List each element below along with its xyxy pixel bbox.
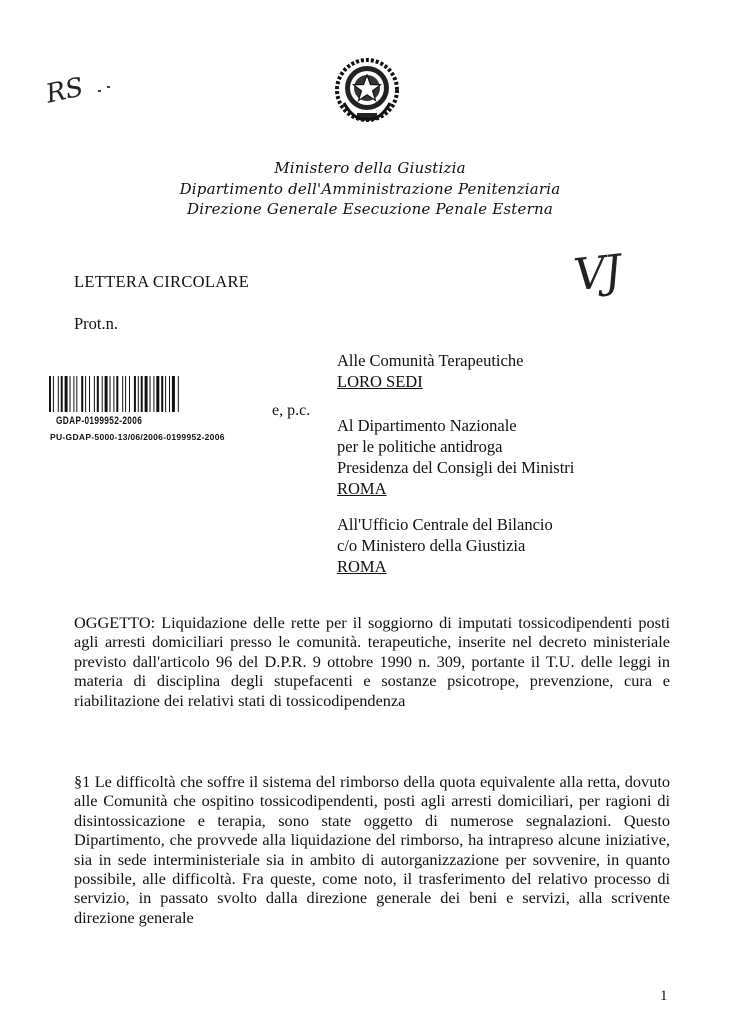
italian-republic-emblem-icon	[334, 55, 400, 125]
recipient-cc1-line3: Presidenza del Consigli dei Ministri	[337, 458, 575, 477]
header-ministry: Ministero della Giustizia	[274, 159, 466, 177]
recipient-primary-line2: LORO SEDI	[337, 372, 423, 391]
handwritten-dot	[98, 90, 101, 92]
recipient-cc2	[337, 514, 553, 577]
barcode-code: GDAP-0199952-2006	[56, 415, 143, 427]
subject-paragraph: OGGETTO: Liquidazione delle rette per il soggiorno di imputati tossicodipendenti posti agli arresti domiciliari presso le comunità. terapeutiche, inserite nel decreto ministeriale previsto dall'articolo 96 del D.P.R. 9 ottobre 1990 n. 309, portante il T.U. delle leggi in materia di disciplina degli stupefacenti e sostanze psicotrope, prevenzione, cura e riabilitazione dei relativi stati di tossicodipendenza	[74, 613, 670, 710]
barcode-subcode: PU-GDAP-5000-13/06/2006-0199952-2006	[50, 432, 225, 442]
recipient-cc1-line1: Al Dipartimento Nazionale	[337, 416, 517, 435]
letter-type: LETTERA CIRCOLARE	[74, 272, 250, 291]
recipient-cc2-line1: All'Ufficio Centrale del Bilancio	[337, 515, 553, 534]
recipient-cc1-line4: ROMA	[337, 479, 387, 498]
handwritten-dot-2	[107, 86, 110, 88]
recipient-cc1	[337, 415, 574, 499]
header-department: Dipartimento dell'Amministrazione Penitenziaria	[179, 180, 561, 198]
recipient-primary-line1: Alle Comunità Terapeutiche	[337, 351, 524, 370]
handwritten-note-top-right: VJ	[571, 245, 622, 302]
protocol-label: Prot.n.	[74, 314, 119, 333]
page-number: 1	[660, 988, 668, 1004]
recipient-primary	[337, 350, 523, 392]
recipient-cc1-line2: per le politiche antidroga	[337, 437, 503, 456]
cc-label: e, p.c.	[272, 402, 311, 419]
recipient-cc2-line3: ROMA	[337, 557, 387, 576]
recipient-cc2-line2: c/o Ministero della Giustizia	[337, 536, 526, 555]
body-section-1: §1 Le difficoltà che soffre il sistema del rimborso della quota equivalente alla retta, dovuto alle Comunità che ospitino tossicodipendenti, posti agli arresti domiciliari, per ragioni di disintossicazione e terapia, sono state oggetto di numerose segnalazioni. Questo Dipartimento, che provvede alla liquidazione del rimborso, ha intrapreso alcune iniziative, sia in sede interministeriale sia in ambito di autorganizzazione per sovvenire, in quanto possibile, alle difficoltà. Fra queste, come noto, il trasferimento del relativo processo di servizio, in passato svolto dalla direzione generale dei beni e servizi, alla scrivente direzione generale	[74, 772, 670, 927]
barcode-icon	[49, 376, 239, 412]
handwritten-note-top-left: RS	[43, 72, 87, 110]
header-directorate: Direzione Generale Esecuzione Penale Esterna	[187, 200, 553, 218]
